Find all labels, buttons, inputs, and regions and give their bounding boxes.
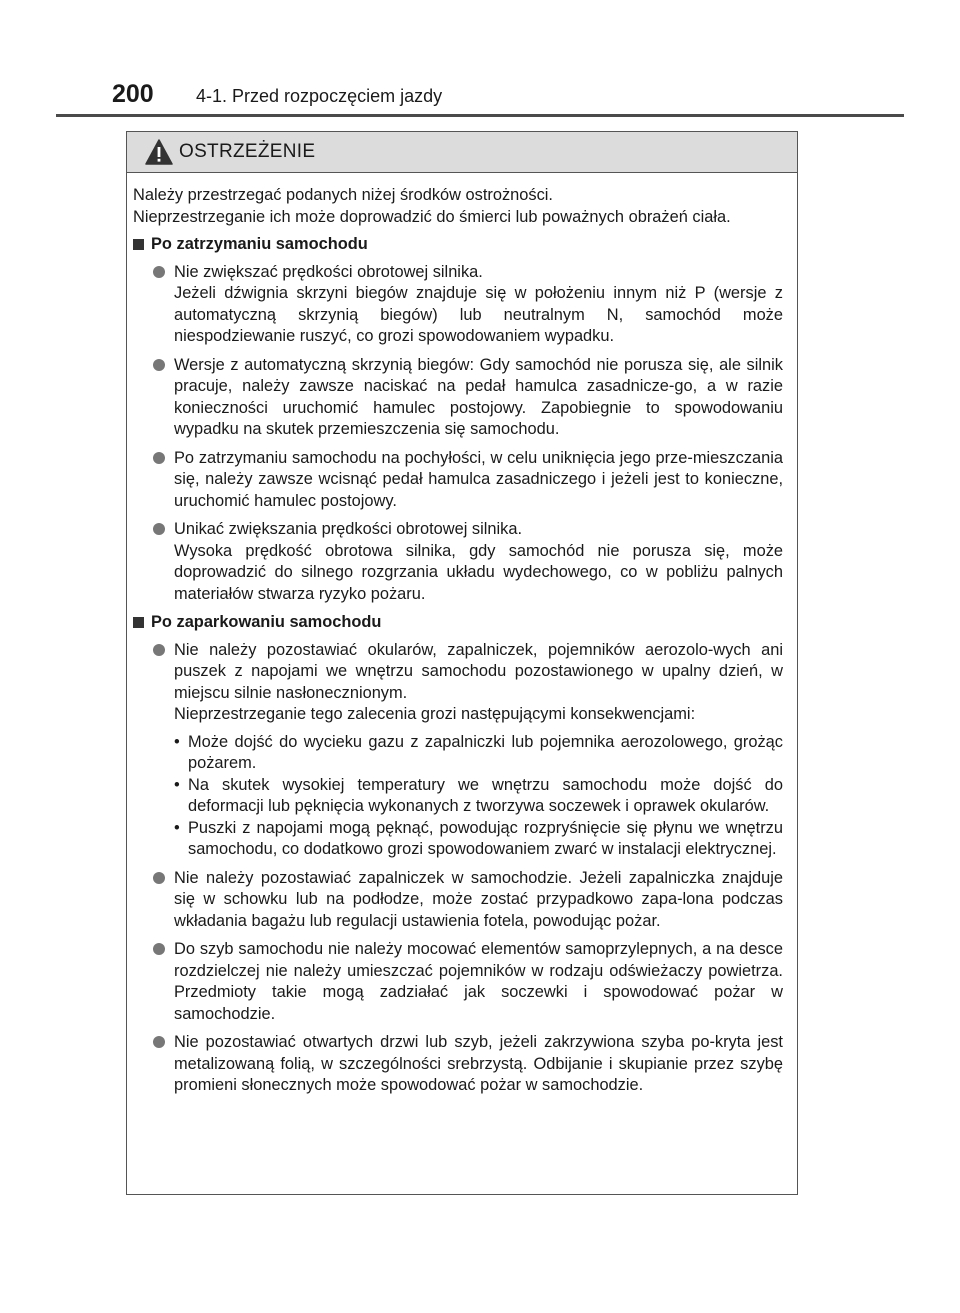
page-header [112,80,442,108]
bullet-list [133,640,783,1097]
square-bullet-icon [133,617,144,628]
bullet-text: Jeżeli dźwignia skrzyni biegów znajduje się w położeniu innym niż P (wersje z automatyczną skrzynią biegów) lub neutralnym N, samochód może niespodziewanie ruszyć, co grozi spowodowaniem wypadku. [174,284,783,345]
bullet-text: Po zatrzymaniu samochodu na pochyłości, w celu uniknięcia jego prze-mieszczania się, należy zawsze wcisnąć pedał hamulca zasadniczego i jeżeli jest to konieczne, uruchomić hamulec postojowy. [174,448,783,510]
bullet-text: Nie należy pozostawiać zapalniczek w samochodzie. Jeżeli zapalniczka znajduje się w schowku lub na podłodze, może zostać przypadkowo zapa-lona podczas wkładania bagażu lub regulacji ustawienia fotela, powodując pożar. [174,868,783,930]
bullet-text: Nie należy pozostawiać okularów, zapalniczek, pojemników aerozolo-wych ani puszek z napojami we wnętrzu samochodu pozostawionego w upalny dzień, w miejscu silnie nasłonecznionym. [174,640,783,702]
sub-list-item: • Na skutek wysokiej temperatury we wnętrzu samochodu może dojść do deformacji lub pęknięcia wykonanych z tworzywa soczewek i oprawek okularów. [174,775,783,818]
list-item [133,868,783,933]
list-item [133,939,783,1025]
list-item [133,640,783,861]
bullet-list [133,262,783,606]
warning-body [127,173,797,1097]
bullet-text: Nie pozostawiać otwartych drzwi lub szyb, jeżeli zakrzywiona szyba po-kryta jest metalizowaną folią, w szczególności srebrzystą. Odbijanie i skupianie przez szybę promieni słonecznych może spowodować pożar w samochodzie. [174,1033,783,1094]
list-item [133,1032,783,1097]
bullet-text: Unikać zwiększania prędkości obrotowej silnika. [174,520,522,538]
header-divider [56,114,904,117]
bullet-text: Wersje z automatyczną skrzynią biegów: Gdy samochód nie porusza się, ale silnik pracuje, należy zawsze naciskać na pedał hamulca zasadnicze-go, a w razie konieczności uruchomić hamulec postojowy. Zapobiegnie to spowodowaniu wypadku na skutek przemieszczenia się samochodu. [174,355,783,438]
list-item [133,262,783,348]
warning-intro [133,185,783,228]
section-title: 4-1. Przed rozpoczęciem jazdy [196,86,443,106]
section-heading [133,612,783,634]
warning-header [127,132,797,173]
section-after-parking [133,612,783,1097]
list-item [133,355,783,441]
sub-list [174,732,783,861]
page-number: 200 [112,80,154,108]
intro-line: Nieprzestrzeganie ich może doprowadzić do śmierci lub poważnych obrażeń ciała. [133,207,731,226]
warning-triangle-icon [145,139,173,165]
intro-line: Należy przestrzegać podanych niżej środków ostrożności. [133,186,553,204]
bullet-text: Nieprzestrzeganie tego zalecenia grozi następującymi konsekwencjami: [174,705,696,723]
bullet-text: Wysoka prędkość obrotowa silnika, gdy samochód nie porusza się, może doprowadzić do silnego rozgrzania układu wydechowego, co w pobliżu palnych materiałów stwarza ryzyko pożaru. [174,541,783,603]
square-bullet-icon [133,239,144,250]
warning-title: OSTRZEŻENIE [179,141,316,162]
section-heading-label: Po zaparkowaniu samochodu [151,613,382,631]
section-heading [133,234,783,256]
list-item [133,519,783,605]
bullet-text: Nie zwiększać prędkości obrotowej silnika. [174,262,483,281]
list-item [133,448,783,513]
section-heading-label: Po zatrzymaniu samochodu [151,235,368,253]
sub-list-item: • Może dojść do wycieku gazu z zapalniczki lub pojemnika aerozolowego, grożąc pożarem. [174,732,783,775]
section-after-stopping [133,234,783,605]
warning-box [126,131,798,1195]
sub-list-item: • Puszki z napojami mogą pęknąć, powodując rozpryśnięcie się płynu we wnętrzu samochodu, co dodatkowo grozi spowodowaniem zwarć w instalacji elektrycznej. [174,818,783,861]
bullet-text: Do szyb samochodu nie należy mocować elementów samoprzylepnych, a na desce rozdzielczej nie należy umieszczać pojemników w rodzaju odświeżaczy powietrza. Przedmioty takie mogą zadziałać jak soczewki i spowodować pożar w samochodzie. [174,940,783,1023]
